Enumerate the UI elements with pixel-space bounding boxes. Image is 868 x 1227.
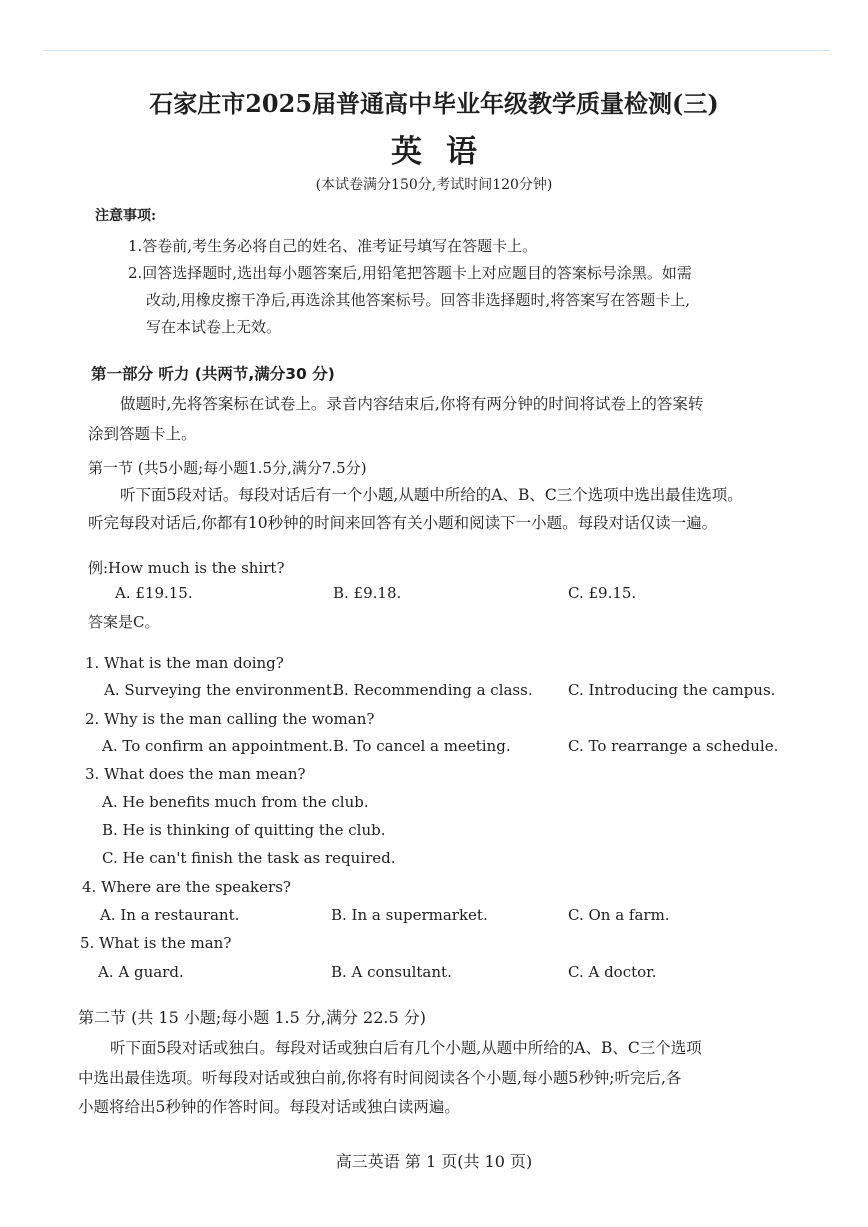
- example-option-a: A. £19.15.: [115, 584, 193, 602]
- question-2-option-b: B. To cancel a meeting.: [333, 737, 511, 755]
- question-5-option-b: B. A consultant.: [331, 963, 452, 981]
- example-answer: 答案是C。: [88, 613, 160, 631]
- part1-heading: 第一部分 听力 (共两节,满分30 分): [91, 365, 335, 383]
- section1-heading: 第一节 (共5小题;每小题1.5分,满分7.5分): [88, 459, 367, 477]
- exam-title: 石家庄市2025届普通高中毕业年级教学质量检测(三): [149, 89, 719, 118]
- question-3-option-b: B. He is thinking of quitting the club.: [102, 821, 386, 839]
- section2-intro-line-3: 小题将给出5秒钟的作答时间。每段对话或独白读两遍。: [78, 1098, 460, 1116]
- question-1-option-b: B. Recommending a class.: [333, 681, 533, 699]
- page-footer: 高三英语 第 1 页(共 10 页): [335, 1152, 533, 1171]
- notes-item-1: 1.答卷前,考生务必将自己的姓名、准考证号填写在答题卡上。: [128, 237, 538, 255]
- question-1-option-a: A. Surveying the environment.: [104, 681, 337, 699]
- section2-intro-line-2: 中选出最佳选项。听每段对话或独白前,你将有时间阅读各个小题,每小题5秒钟;听完后,各: [78, 1069, 682, 1087]
- exam-subtitle: (本试卷满分150分,考试时间120分钟): [315, 177, 553, 193]
- part1-intro-line-1: 做题时,先将答案标在试卷上。录音内容结束后,你将有两分钟的时间将试卷上的答案转: [120, 395, 704, 413]
- question-4-option-a: A. In a restaurant.: [100, 906, 240, 924]
- part1-intro-line-2: 涂到答题卡上。: [88, 425, 197, 443]
- question-1: 1. What is the man doing?: [85, 654, 284, 672]
- example-option-c: C. £9.15.: [568, 584, 637, 602]
- question-4-option-b: B. In a supermarket.: [331, 906, 488, 924]
- question-2-option-a: A. To confirm an appointment.: [102, 737, 333, 755]
- question-4-option-c: C. On a farm.: [568, 906, 670, 924]
- question-4: 4. Where are the speakers?: [82, 878, 291, 896]
- question-5-option-c: C. A doctor.: [568, 963, 657, 981]
- notes-item-2-cont: 改动,用橡皮擦干净后,再选涂其他答案标号。回答非选择题时,将答案写在答题卡上,: [146, 291, 691, 309]
- question-2-option-c: C. To rearrange a schedule.: [568, 737, 779, 755]
- section2-heading: 第二节 (共 15 小题;每小题 1.5 分,满分 22.5 分): [78, 1008, 426, 1027]
- question-5: 5. What is the man?: [80, 934, 232, 952]
- question-1-option-c: C. Introducing the campus.: [568, 681, 776, 699]
- section1-intro-line-1: 听下面5段对话。每段对话后有一个小题,从题中所给的A、B、C三个选项中选出最佳选项。: [120, 486, 743, 504]
- question-3-option-a: A. He benefits much from the club.: [102, 793, 369, 811]
- question-5-option-a: A. A guard.: [98, 963, 184, 981]
- section2-intro-line-1: 听下面5段对话或独白。每段对话或独白后有几个小题,从题中所给的A、B、C三个选项: [110, 1039, 702, 1057]
- top-divider: [43, 50, 830, 51]
- question-3-option-c: C. He can't finish the task as required.: [102, 849, 396, 867]
- example-option-b: B. £9.18.: [333, 584, 402, 602]
- notes-item-2: 2.回答选择题时,选出每小题答案后,用铅笔把答题卡上对应题目的答案标号涂黑。如需: [128, 264, 692, 282]
- example-question: 例:How much is the shirt?: [88, 559, 285, 577]
- subject-title: 英语: [391, 134, 501, 170]
- question-3: 3. What does the man mean?: [85, 765, 306, 783]
- notes-heading: 注意事项:: [95, 208, 157, 224]
- section1-intro-line-2: 听完每段对话后,你都有10秒钟的时间来回答有关小题和阅读下一小题。每段对话仅读一遍。: [88, 514, 718, 532]
- question-2: 2. Why is the man calling the woman?: [85, 710, 375, 728]
- notes-item-2-end: 写在本试卷上无效。: [146, 318, 282, 336]
